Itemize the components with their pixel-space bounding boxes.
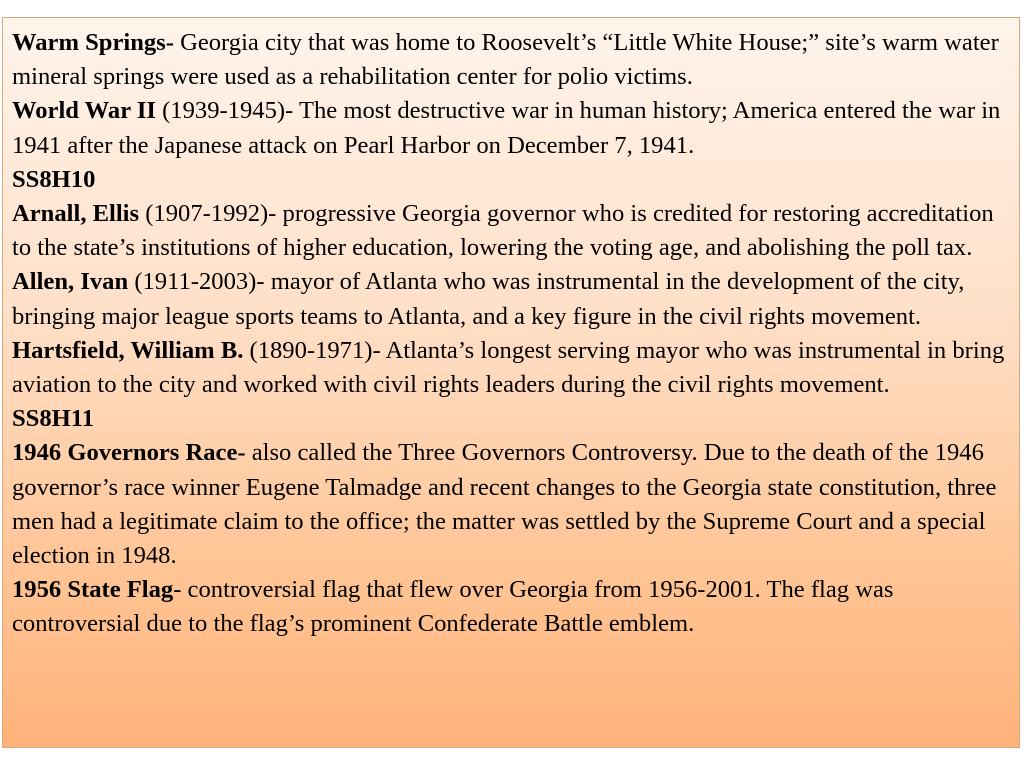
definition-1956-state-flag: - controversial flag that flew over Georgia from 1956-2001. The flag was controversial due to the flag’s prominent Confederate Battle emblem. (12, 576, 894, 638)
glossary-entry-1946-governors-race (12, 436, 1013, 573)
section-heading-ss8h10: SS8H10 (12, 165, 96, 193)
section-heading-ss8h11: SS8H11 (12, 405, 95, 433)
glossary-entry-hartsfield-william (12, 334, 1013, 402)
glossary-entry-1956-state-flag (12, 573, 1013, 641)
glossary-entry-allen-ivan (12, 265, 1013, 333)
definition-allen-ivan: (1911-2003)- mayor of Atlanta who was instrumental in the development of the city, bringing major league sports teams to Atlanta, and a key figure in the civil rights movement. (12, 268, 965, 330)
glossary-entry-arnall-ellis (12, 197, 1013, 265)
definition-arnall-ellis: (1907-1992)- progressive Georgia governor who is credited for restoring accreditation to the state’s institutions of higher education, lowering the voting age, and abolishing the poll tax. (12, 200, 994, 262)
definition-hartsfield-william: (1890-1971)- Atlanta’s longest serving mayor who was instrumental in bring aviation to the city and worked with civil rights leaders during the civil rights movement. (12, 336, 1005, 399)
definition-world-war-ii: (1939-1945)- The most destructive war in human history; America entered the war in 1941 after the Japanese attack on Pearl Harbor on December 7, 1941. (12, 97, 1001, 159)
term-world-war-ii: World War II (12, 97, 156, 125)
definition-1946-governors-race: also called the Three Governors Controversy. Due to the death of the 1946 governor’s race winner Eugene Talmadge and recent changes to the Georgia state constitution, three men had a legitimate claim to the office; the matter was settled by the Supreme Court and a special election in 1948. (12, 439, 997, 570)
term-warm-springs: Warm Springs- (12, 29, 174, 56)
term-arnall-ellis: Arnall, Ellis (12, 200, 140, 228)
term-1946-governors-race: 1946 Governors Race- (12, 439, 246, 467)
glossary-entry-world-war-ii (12, 94, 1013, 162)
term-1956-state-flag: 1956 State Flag (12, 576, 174, 604)
glossary-text-box (2, 17, 1020, 748)
glossary-entry-warm-springs (12, 26, 1013, 94)
definition-warm-springs: Georgia city that was home to Roosevelt’s “Little White House;” site’s warm water mineral springs were used as a rehabilitation center for polio victims. (12, 29, 999, 91)
term-hartsfield-william: Hartsfield, William B. (12, 336, 244, 364)
term-allen-ivan: Allen, Ivan (12, 268, 129, 296)
